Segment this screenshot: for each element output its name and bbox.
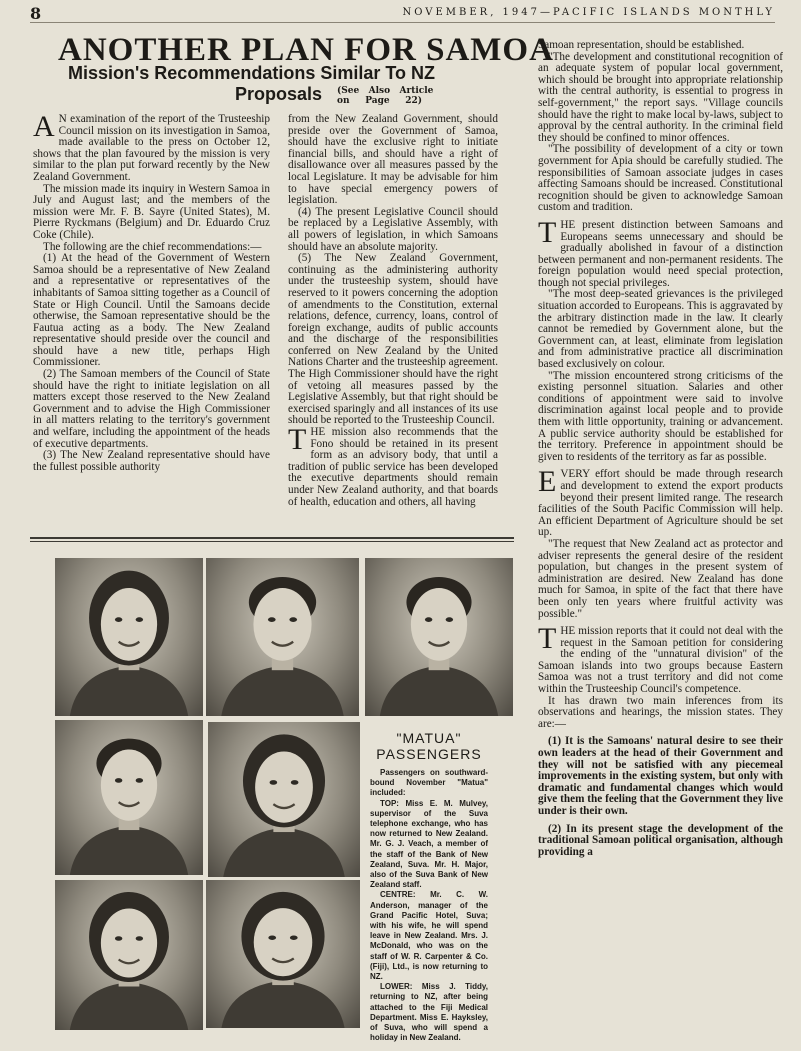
- eye-shape: [270, 780, 278, 785]
- paragraph-text: (1) At the head of the Government of Western Samoa should be a representative of New Zealand and a representative or representatives of the inhabitants of Samoa sitting together as a Council of State or High Council. Until the Samoans decide otherwise, the Samoan representative should be the Fautua acting as a body. The New Zealand representative should preside over the council and should have a new title, perhaps High Commissioner.: [33, 252, 270, 369]
- caption-paragraph: TOP: Miss E. M. Mulvey, supervisor of the Suva telephone exchange, who has now returned to New Zealand. Mr. G. J. Veach, a member of the staff of the Bank of New Zealand, Suva. Mr. H. Major, also of the Suva Bank of New Zealand staff.: [370, 798, 488, 890]
- drop-cap: T: [538, 215, 557, 249]
- article-paragraph: [538, 736, 783, 817]
- article-column-3: [538, 40, 783, 858]
- see-also-line: on Page 22): [337, 96, 423, 106]
- paragraph-text: (5) The New Zealand Government, continuing as the administering authority under the trusteeship system, should have reserved to it powers concerning the adoption of amendments to the Constitution, external relations, defence, currency, loans, control of foreign exchange, audits of public accounts and the discharge of the responsibilities conferred on New Zealand by the United Nations Charter and the trusteeship agreement. The High Commissioner should have the right of vetoing all measures passed by the Legislative Assembly, but that right should be exercised sparingly and all instances of its use should be reported to the Trusteeship Council.: [288, 252, 499, 427]
- article-paragraph: [288, 207, 498, 253]
- drop-cap: T: [538, 622, 557, 656]
- shoulders-shape: [70, 665, 188, 716]
- eye-shape: [291, 780, 299, 785]
- man-portrait-image: [206, 558, 359, 716]
- eye-shape: [115, 936, 122, 941]
- caption-paragraph: LOWER: Miss J. Tiddy, returning to NZ, after being attached to the Fiji Medical Department. Miss E. Hayksley, of Suva, who will spend a holiday in New Zealand.: [370, 982, 488, 1043]
- eye-shape: [446, 617, 453, 622]
- eye-shape: [136, 936, 143, 941]
- article-paragraph: [538, 539, 783, 620]
- caption-title-line: PASSENGERS: [376, 746, 482, 762]
- paragraph-text: "The development and constitutional recognition of an adequate system of popular local government, which should be brought into appropriate relationship with the central authority, is essential to progress in self-government," the report says. "Village councils should have the right to make local by-laws, subject to approval by the central authority. In the criminal field they should be confined to minor offences.: [538, 50, 783, 144]
- shoulders-shape: [70, 982, 188, 1030]
- paragraph-text: "The most deep-seated grievances is the privileged situation accorded to Europeans. This is aggravated by the arbitrary distinction made in the law. It clearly cannot be remedied by Government alone, but the Government can, at least, eliminate from legislation and from administrative practice all discrimination based exclusively on colour.: [538, 288, 783, 371]
- caption-title-line: "MATUA": [396, 730, 462, 746]
- article-paragraph: [33, 253, 270, 369]
- section-divider: [30, 537, 514, 539]
- article-paragraph: [538, 371, 783, 464]
- shoulders-shape: [380, 665, 498, 716]
- drop-cap: T: [288, 423, 307, 457]
- caption-paragraph: Passengers on southward-bound November "Matua" included:: [370, 768, 488, 798]
- article-paragraph: [538, 215, 783, 290]
- caption-paragraph: CENTRE: Mr. C. W. Anderson, manager of the Grand Pacific Hotel, Suva; with his wife, he will spend leave in New Zealand. Mrs. J. McDonald, who was on the staff of W. R. Carpenter & Co. (Fiji), Ltd., is now returning to NZ.: [370, 890, 488, 982]
- photo-passenger-top-centre: [206, 558, 359, 716]
- shoulders-shape: [70, 825, 188, 875]
- man-portrait-image: [55, 720, 203, 875]
- headline: ANOTHER PLAN FOR SAMOA: [58, 32, 554, 68]
- see-also-line: (See Also Article: [337, 86, 434, 96]
- see-also-note: [337, 86, 467, 106]
- paragraph-text: The mission made its inquiry in Western Samoa in July and August last; and the members of the mission were Mr. F. B. Sayre (United States), M. Pierre Ryckmans (Belgium) and Dr. Eduardo Cruz Coke (Chile).: [33, 182, 270, 241]
- article-paragraph: [288, 423, 498, 508]
- article-paragraph: [288, 253, 498, 427]
- paragraph-text: from the New Zealand Government, should preside over the Government of Samoa, should have the exclusive right to initiate financial bills, and should have a right of disallowance over all measures passed by the local Legislature. It may be advisable for him to have special emergency powers of legislation.: [288, 113, 498, 207]
- paragraph-text: (4) The present Legislative Council should be replaced by a Legislative Assembly, with all powers of legislation, in which Samoans should have an absolute majority.: [288, 205, 498, 253]
- article-paragraph: [538, 465, 783, 539]
- running-head: [30, 4, 775, 23]
- section-divider: [30, 541, 514, 542]
- article-paragraph: [538, 52, 783, 145]
- face-shape: [101, 909, 157, 978]
- article-paragraph: [33, 184, 270, 242]
- photo-passenger-top-right: [365, 558, 513, 716]
- article-paragraph: [538, 824, 783, 859]
- eye-shape: [115, 778, 122, 783]
- paragraph-text: N examination of the report of the Trusteeship Council mission on its investigation in Samoa, made available to the press on October 12, shows that the plan favoured by the mission is very similar to the plan put forward recently by the New Zealand Government.: [33, 113, 270, 183]
- running-head-text: NOVEMBER, 1947—PACIFIC ISLANDS MONTHLY: [402, 7, 775, 18]
- paragraph-text: It has drawn two main inferences from its observations and hearings, the mission states. They are:—: [538, 694, 783, 730]
- article-paragraph: [538, 144, 783, 214]
- eye-shape: [289, 617, 297, 622]
- eye-shape: [268, 936, 276, 940]
- article-paragraph: [538, 289, 783, 370]
- shoulders-shape: [221, 665, 343, 716]
- woman-portrait-image: [206, 880, 360, 1028]
- article-paragraph: [33, 450, 270, 473]
- shoulders-shape: [221, 981, 344, 1028]
- photo-passenger-lower-left: [55, 880, 203, 1030]
- photo-passenger-top-left: [55, 558, 203, 716]
- eye-shape: [136, 778, 143, 783]
- photo-caption-body: [370, 768, 488, 1043]
- paragraph-text: HE present distinction between Samoans and Europeans seems unnecessary and should be gradually abolished in favour of a distinction between permanent and non-permanent residents. The foreign population would need special protection, though not special privileges.: [538, 218, 783, 289]
- article-column-2: [288, 114, 498, 508]
- face-shape: [101, 749, 157, 820]
- paragraph-text: "The possibility of development of a city or town government for Apia should be carefully studied. The responsibilities of Samoan associate judges in cases affecting Samoans should be increased. Constitutional recognition should be given to acknowledge Samoan custom and tradition.: [538, 143, 783, 214]
- drop-cap: A: [33, 110, 55, 143]
- woman-portrait-image: [55, 880, 203, 1030]
- article-paragraph: [288, 114, 498, 207]
- face-shape: [101, 588, 157, 661]
- face-shape: [254, 908, 313, 976]
- photo-passenger-lower-centre: [206, 880, 360, 1028]
- woman-portrait-image: [55, 558, 203, 716]
- paragraph-text: "The request that New Zealand act as protector and adviser represents the general desire of the resident population, but changes in the present system of administration are desired. New Zealand has done much for Samoa, in spite of the fact that there have been only ten years where fruitful activity was possible.": [538, 537, 783, 620]
- eye-shape: [136, 617, 143, 622]
- article-paragraph: [33, 110, 270, 184]
- woman-portrait-image: [208, 722, 360, 877]
- drop-cap: E: [538, 465, 557, 499]
- eye-shape: [115, 617, 122, 622]
- eye-shape: [268, 617, 276, 622]
- page-number: 8: [30, 4, 42, 23]
- paragraph-text: (1) It is the Samoans' natural desire to see their own leaders at the head of their Government and they will not be satisfied with any piecemeal improvements in the existing system, but only with dramatic and fundamental changes which would give them the feeling that the Government they live under is their own.: [538, 735, 783, 817]
- paragraph-text: (3) The New Zealand representative should have the fullest possible authority: [33, 449, 270, 473]
- face-shape: [253, 588, 311, 661]
- paragraph-text: (2) In its present stage the development of the traditional Samoan political organisation, although providing a: [538, 822, 783, 858]
- paragraph-text: Samoan representation, should be established.: [538, 39, 745, 51]
- paragraph-text: HE mission also recommends that the Fono should be retained in its present form as an advisory body, that until a tradition of public service has been developed the executive departments should remain under New Zealand authority, and that boards of health, education and others, all having: [288, 426, 498, 508]
- photo-caption-title: [374, 730, 484, 762]
- paragraph-text: "The mission encountered strong criticisms of the existing personnel situation. Salaries and other conditions of appointment were said to involve discrimination against local people and to provide them with little opportunity, training or advancement. A public service authority should be established for the territory. Preference in appointment should be given to residents of the territory as far as possible.: [538, 369, 783, 463]
- man-portrait-image: [365, 558, 513, 716]
- face-shape: [255, 751, 313, 822]
- paragraph-text: HE mission reports that it could not deal with the request in the Samoan petition for considering the ending of the "unnatural division" of the Samoan islands into two groups because Eastern Samoa was not a trust territory and did not come within the Trusteeship Council's competence.: [538, 625, 783, 696]
- article-paragraph: [538, 622, 783, 696]
- paragraph-text: The following are the chief recommendations:—: [43, 240, 262, 253]
- subhead: Mission's Recommendations Similar To NZ: [68, 63, 436, 83]
- subhead-continued: Proposals: [235, 84, 323, 104]
- eye-shape: [290, 936, 298, 940]
- article-paragraph: [538, 696, 783, 731]
- shoulders-shape: [223, 827, 345, 877]
- paragraph-text: VERY effort should be made through research and development to extend the export products beyond their present limited range. The research facilities of the South Pacific Commission will help. An efficient Department of Agriculture should be set up.: [538, 468, 783, 539]
- eye-shape: [425, 617, 432, 622]
- article-column-1: [33, 110, 270, 473]
- photo-passenger-centre-left: [55, 720, 203, 875]
- photo-passenger-centre-right: [208, 722, 360, 877]
- article-paragraph: [33, 369, 270, 450]
- face-shape: [411, 588, 467, 661]
- paragraph-text: (2) The Samoan members of the Council of State should have the right to initiate legislation on all matters except those reserved to the New Zealand Government and to advise the High Commissioner in all matters relating to the territory's government and welfare, including the appointment of the heads of executive departments.: [33, 368, 270, 450]
